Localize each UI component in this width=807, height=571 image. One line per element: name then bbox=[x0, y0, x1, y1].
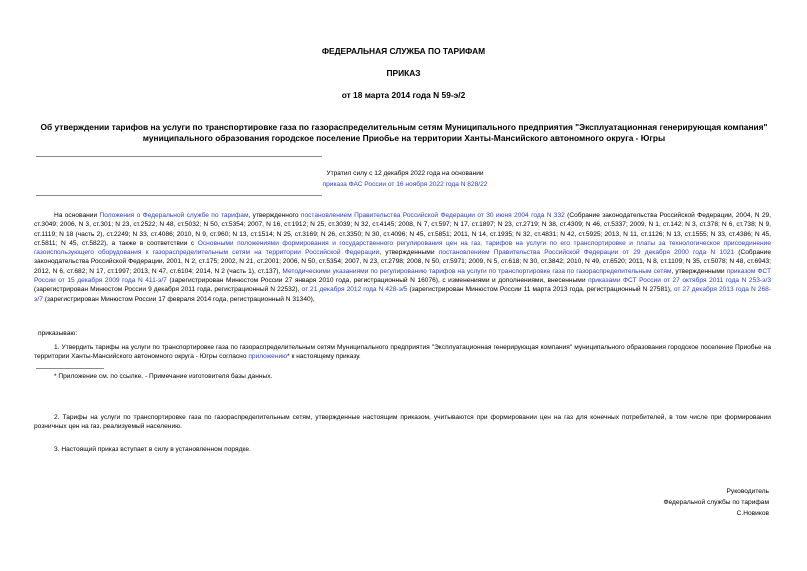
doc-date-number: от 18 марта 2014 года N 59-э/2 bbox=[341, 90, 466, 100]
footnote-text: * Приложение см. по ссылке. - Примечание изготовителя базы данных. bbox=[54, 373, 273, 380]
footnote-divider bbox=[36, 368, 104, 369]
item-3-paragraph: 3. Настоящий приказ вступает в силу в установленном порядке. bbox=[54, 446, 251, 453]
fst-order-411-link[interactable]: приказом ФСТ России от 15 декабря 2009 года N 411-э/7 bbox=[34, 267, 771, 285]
doc-type-heading: ПРИКАЗ bbox=[386, 68, 421, 78]
fst-order-428-link[interactable]: от 21 декабря 2012 года N 428-э/5 bbox=[301, 286, 408, 294]
notice-divider bbox=[36, 195, 322, 196]
repeal-order-link[interactable]: приказа ФАС России от 16 ноября 2022 года N 828/22 bbox=[322, 181, 488, 188]
government-decree-1021-link[interactable]: постановлением Правительства Российской Федерации от 29 декабря 2000 года N 1021 bbox=[438, 249, 735, 257]
gas-pricing-principles-link[interactable]: Основными положениями формирования и государственного регулирования цен на газ, тарифов на услуги по его транспортировке и платы за технологическое присоединение газоиспользующего оборудования к газораспределительным сетям на территории Российской Федерации bbox=[34, 239, 772, 257]
methodological-guidelines-link[interactable]: Методическими указаниями по регулированию тарифов на услуги по транспортировке газа по газораспределительным сетям bbox=[282, 267, 672, 275]
government-decree-332-link[interactable]: постановлением Правительства Российской Федерации от 30 июня 2004 года N 332 bbox=[300, 212, 565, 219]
fst-order-253-link[interactable]: приказами ФСТ России от 27 октября 2011 года N 253-э/3 bbox=[588, 277, 771, 285]
title-divider bbox=[36, 156, 322, 157]
legal-basis-paragraph: На основании Положения о Федеральной службе по тарифам, утвержденного постановлением Правительства Российской Федерации от 30 июня 2004 года N 332 (Собрание законодательства Российской Федерации, 2004, N 29, ст.3049; 2006, N 3, ст.301; N 23, ст.2522; N 48, ст.5032; N 50, ст.5354; 2007, N 16, ст.1912; N 25, ст.3039; N 32, ст.4145; 2008, N 7, ст.597; N 17, ст.1897; N 23, ст.2719; N 38, ст.4309; N 46, ст.5337; 2009, N 1, ст.142; N 3, ст.378; N 6, ст.738; N 9, ст.1119; N 18 (часть 2), ст.2249; N 33, ст.4086; 2010, N 9, ст.960; N 13, ст.1514; N 25, ст.3169; N 26, ст.3350; N 30, ст.4096; N 45, ст.5851; 2011, N 14, ст.1935; N 32, ст.4831; N 42, ст.5925; 2013, N 11, ст.1126; N 13, ст.1555; N 33, ст.4386; N 45, ст.5811; N 45, ст.5822), а также в соответствии с Основными положениями формирования и государственного регулирования цен на газ, тарифов на услуги по его транспортировке и платы за технологическое присоединение газоиспользующего оборудования к газораспределительным сетям на территории Российской Федерации, утвержденными постановлением Правительства Российской Федерации от 29 декабря 2000 года N 1021 (Собрание законодательства Российской Федерации, 2001, N 2, ст.175; 2002, N 21, ст.2001; 2006, N 50, ст.5354; 2007, N 23, ст.2798; 2008, N 50, ст.5971; 2009, N 5, ст.618; N 30, ст.3842; 2010, N 49, ст.6520; 2011, N 8, ст.1109; N 35, ст.5078; N 48, ст.6943; 2012, N 6, ст.682; N 17, ст.1997; 2013, N 47, ст.6104; 2014, N 2 (часть 1), ст.137), Методическими указаниями по регулированию тарифов на услуги по транспортировке газа по газораспределительным сетям, утвержденными приказом ФСТ России от 15 декабря 2009 года N 411-э/7 (зарегистрирован Минюстом России 27 января 2010 года, регистрационный N 16076), с изменениями и дополнениями, внесенными приказами ФСТ России от 27 октября 2011 года N 253-э/3 (зарегистрирован Минюстом России 9 декабря 2011 года, регистрационный N 22532), от 21 декабря 2012 года N 428-э/5 (зарегистрирован Минюстом России 11 марта 2013 года, регистрационный N 27581), от 27 декабря 2013 года N 268-э/7 (зарегистрирован Минюстом России 17 февраля 2014 года, регистрационный N 31340), bbox=[34, 212, 772, 303]
fst-order-268-link[interactable]: от 27 декабря 2013 года N 268-э/7 bbox=[34, 286, 771, 303]
repeal-notice-text: Утратил силу с 12 декабря 2022 года на основании bbox=[326, 170, 484, 177]
order-word: приказываю: bbox=[38, 330, 78, 337]
signatory-organization: Федеральной службы по тарифам bbox=[663, 499, 769, 506]
item-1-paragraph: 1. Утвердить тарифы на услуги по транспортировке газа по газораспределительным сетям Муниципального предприятия "Эксплуатационная генерирующая компания" муниципального образования городское поселение Приобье на территории Ханты-Мансийского автономного округа - Югры согласно приложению* к настоящему приказу. bbox=[34, 344, 771, 361]
signatory-name: С.Новиков bbox=[736, 510, 769, 517]
item-2-paragraph: 2. Тарифы на услуги по транспортировке газа по газораспределительным сетям, утвержденные настоящим приказом, учитываются при формировании цен на газ для конечных потребителей, в том числе при формировании розничных цен на газ, реализуемый населению. bbox=[34, 414, 771, 431]
fst-regulation-link[interactable]: Положения о Федеральной службе по тарифам bbox=[99, 212, 249, 219]
repeal-notice-link-line bbox=[240, 180, 570, 190]
appendix-link[interactable]: приложению bbox=[248, 353, 288, 361]
signatory-position: Руководитель bbox=[726, 488, 769, 495]
document-title: Об утверждении тарифов на услуги по транспортировке газа по газораспределительным сетям Муниципального предприятия "Эксплуатационная генерирующая компания" муниципального образования городское поселение Приобье на территории Ханты-Мансийского автономного округа - Югры bbox=[40, 122, 768, 143]
agency-heading: ФЕДЕРАЛЬНАЯ СЛУЖБА ПО ТАРИФАМ bbox=[321, 46, 486, 56]
